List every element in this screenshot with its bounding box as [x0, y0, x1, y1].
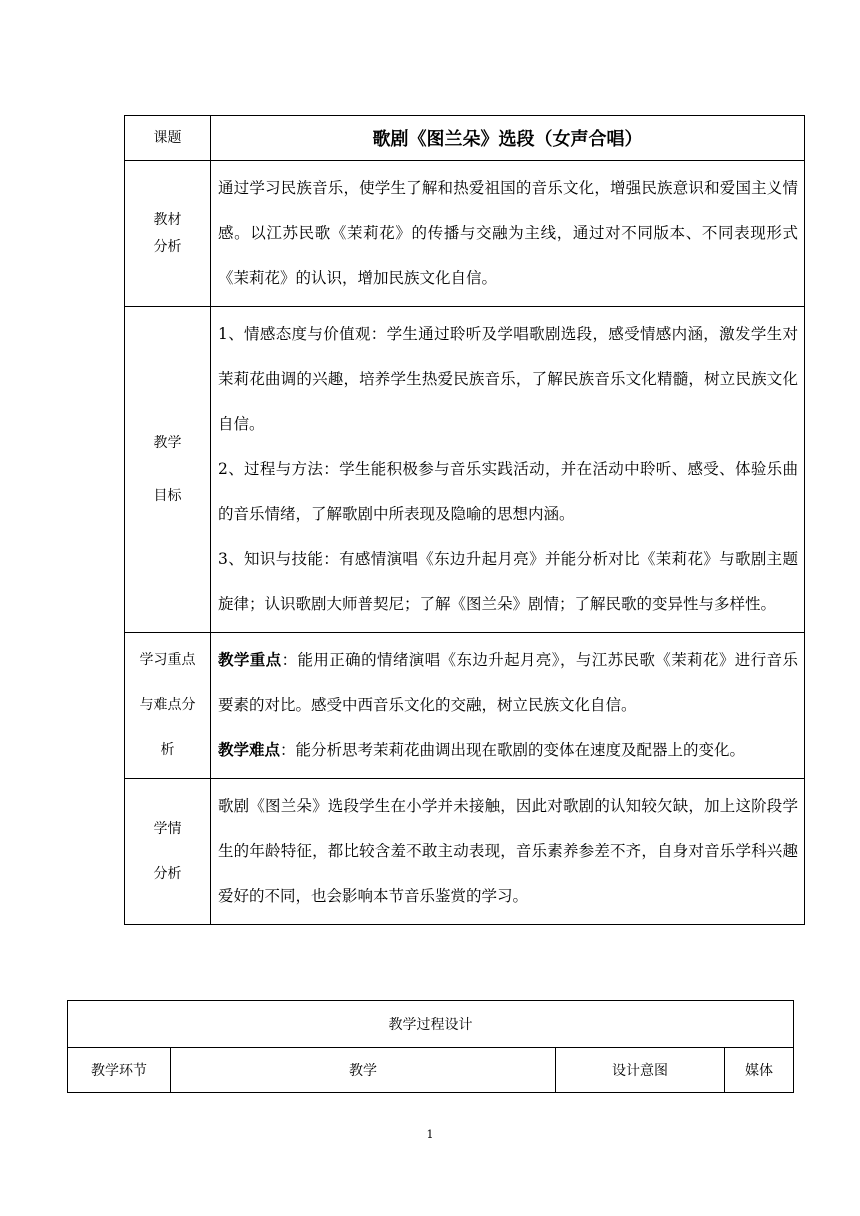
teaching-process-table	[67, 1000, 794, 1093]
teaching-goals-label: 教学 目标	[125, 307, 211, 633]
key-points-label: 学习重点 与难点分 析	[125, 633, 211, 779]
column-teaching: 教学	[171, 1048, 556, 1093]
column-media: 媒体	[725, 1048, 794, 1093]
column-teaching-stage: 教学环节	[68, 1048, 171, 1093]
process-table-title: 教学过程设计	[68, 1001, 794, 1048]
textbook-analysis-content: 通过学习民族音乐，使学生了解和热爱祖国的音乐文化，增强民族意识和爱国主义情感。以江苏民歌《茉莉花》的传播与交融为主线，通过对不同版本、不同表现形式《茉莉花》的认识，增加民族文化自信。	[211, 161, 805, 307]
teaching-difficulty: 教学难点：能分析思考茉莉花曲调出现在歌剧的变体在速度及配器上的变化。	[218, 741, 746, 759]
title-row	[125, 116, 805, 161]
student-analysis-label: 学情 分析	[125, 779, 211, 925]
goal-item-3: 3、知识与技能：有感情演唱《东边升起月亮》并能分析对比《茉莉花》与歌剧主题旋律；认识歌剧大师普契尼；了解《图兰朵》剧情；了解民歌的变异性与多样性。	[218, 550, 798, 613]
lesson-title: 歌剧《图兰朵》选段（女声合唱）	[211, 116, 805, 161]
textbook-analysis-row	[125, 161, 805, 307]
title-label: 课题	[125, 116, 211, 161]
key-points-content	[211, 633, 805, 779]
page-number: 1	[426, 1128, 434, 1141]
process-columns-row	[68, 1048, 794, 1093]
goal-item-1: 1、情感态度与价值观：学生通过聆听及学唱歌剧选段，感受情感内涵，激发学生对茉莉花曲调的兴趣，培养学生热爱民族音乐，了解民族音乐文化精髓，树立民族文化自信。	[218, 325, 798, 433]
teaching-focus: 教学重点：能用正确的情绪演唱《东边升起月亮》，与江苏民歌《茉莉花》进行音乐要素的对比。感受中西音乐文化的交融，树立民族文化自信。	[218, 651, 798, 714]
textbook-analysis-label: 教材 分析	[125, 161, 211, 307]
goal-item-2: 2、过程与方法：学生能积极参与音乐实践活动，并在活动中聆听、感受、体验乐曲的音乐情绪，了解歌剧中所表现及隐喻的思想内涵。	[218, 460, 798, 523]
column-design-intent: 设计意图	[556, 1048, 725, 1093]
teaching-goals-content	[211, 307, 805, 633]
key-points-row	[125, 633, 805, 779]
process-header-row	[68, 1001, 794, 1048]
teaching-goals-row	[125, 307, 805, 633]
student-analysis-row	[125, 779, 805, 925]
student-analysis-content: 歌剧《图兰朵》选段学生在小学并未接触，因此对歌剧的认知较欠缺，加上这阶段学生的年龄特征，都比较含羞不敢主动表现，音乐素养参差不齐，自身对音乐学科兴趣爱好的不同，也会影响本节音乐鉴赏的学习。	[211, 779, 805, 925]
lesson-info-table	[124, 115, 805, 925]
